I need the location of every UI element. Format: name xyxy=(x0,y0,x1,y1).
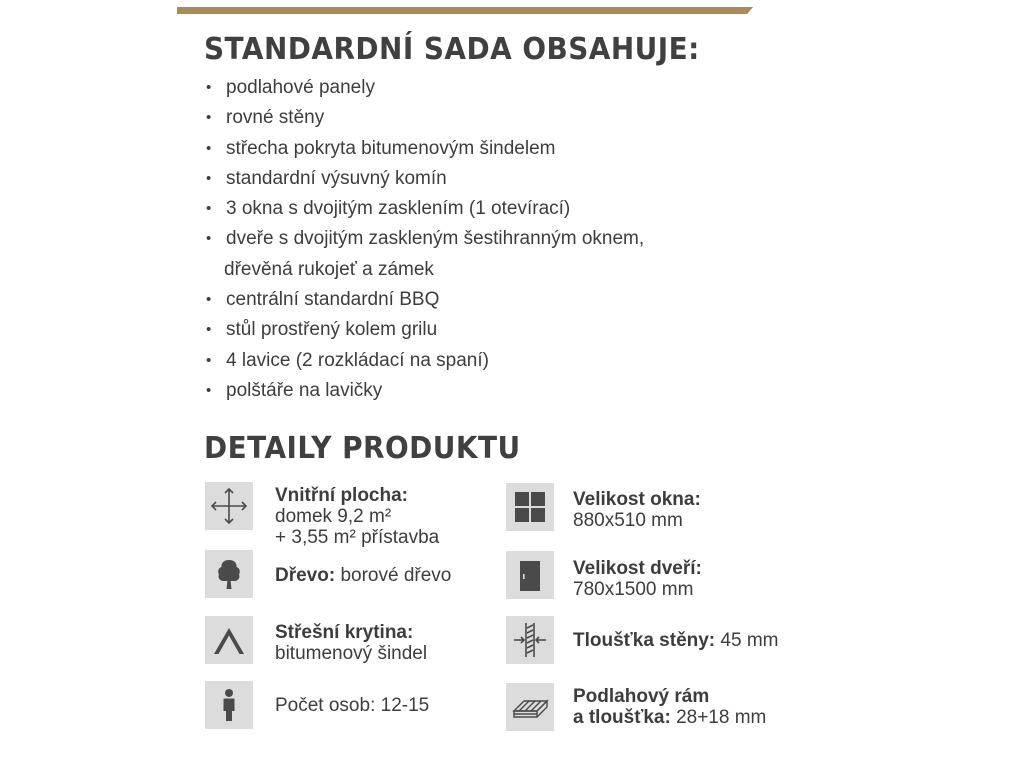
inner-area-label: Vnitřní plocha: xyxy=(275,485,408,506)
roofing-label: Střešní krytina: xyxy=(275,622,414,643)
kit-heading: STANDARDNÍ SADA OBSAHUJE: xyxy=(204,32,700,67)
detail-floor-frame xyxy=(506,683,766,731)
detail-door-size xyxy=(506,551,702,600)
bullet: • xyxy=(206,109,212,127)
list-item: • podlahové panely xyxy=(204,73,644,103)
list-item: • střecha pokryta bitumenovým šindelem xyxy=(204,134,644,164)
wall-thickness-label: Tloušťka stěny: xyxy=(573,630,716,651)
tree-icon xyxy=(205,550,253,598)
accent-bar xyxy=(177,7,753,14)
door-icon xyxy=(506,551,554,599)
detail-wood xyxy=(205,550,451,598)
door-size-label: Velikost dveří: xyxy=(573,558,702,579)
inner-area-extension: + 3,55 m² přístavba xyxy=(275,527,440,548)
detail-wall-thickness xyxy=(506,616,779,664)
door-size-value: 780x1500 mm xyxy=(573,579,694,600)
roof-icon xyxy=(205,616,253,664)
bullet: • xyxy=(206,351,212,369)
list-item-continuation: dřevěná rukojeť a zámek xyxy=(224,258,434,280)
kit-list xyxy=(204,73,644,406)
detail-window-size xyxy=(506,483,701,531)
roofing-value: bitumenový šindel xyxy=(275,643,428,664)
inner-area-house: domek 9,2 m² xyxy=(275,506,392,527)
list-item: • standardní výsuvný komín xyxy=(204,164,644,194)
bullet: • xyxy=(206,169,212,187)
window-size-label: Velikost okna: xyxy=(573,489,701,510)
floor-frame-value: 28+18 mm xyxy=(670,707,767,728)
wall-thickness-value: 45 mm xyxy=(715,630,779,651)
list-item: • centrální standardní BBQ xyxy=(204,285,644,315)
bullet: • xyxy=(206,230,212,248)
list-item: • rovné stěny xyxy=(204,103,644,133)
wood-label: Dřevo: xyxy=(275,565,336,586)
window-size-value: 880x510 mm xyxy=(573,510,683,531)
move-arrows-icon xyxy=(205,482,253,530)
wood-value: borové dřevo xyxy=(335,565,452,586)
list-item: • polštáře na lavičky xyxy=(204,376,644,406)
list-item: • stůl prostřený kolem grilu xyxy=(204,315,644,345)
bullet: • xyxy=(206,200,212,218)
bullet: • xyxy=(206,291,212,309)
window-icon xyxy=(506,483,554,531)
bullet: • xyxy=(206,79,212,96)
person-icon xyxy=(205,681,253,729)
list-item: • 3 okna s dvojitým zasklením (1 otevírací) xyxy=(204,194,644,224)
detail-inner-area xyxy=(205,482,439,548)
persons-text: Počet osob: 12-15 xyxy=(275,695,430,716)
floor-frame-icon xyxy=(506,683,554,731)
floor-frame-label-2: a tloušťka: xyxy=(573,707,671,728)
bullet: • xyxy=(206,139,212,157)
list-item: • 4 lavice (2 rozkládací na spaní) xyxy=(204,346,644,376)
floor-frame-label: Podlahový rám xyxy=(573,686,710,707)
detail-roofing xyxy=(205,616,427,664)
bullet: • xyxy=(206,321,212,339)
wall-thickness-icon xyxy=(506,616,554,664)
details-heading: DETAILY PRODUKTU xyxy=(204,431,521,466)
detail-persons xyxy=(205,681,429,729)
list-item: • dveře s dvojitým zaskleným šestihranným oknem, dřevěná rukojeť a zámek xyxy=(204,224,644,285)
bullet: • xyxy=(206,381,212,399)
